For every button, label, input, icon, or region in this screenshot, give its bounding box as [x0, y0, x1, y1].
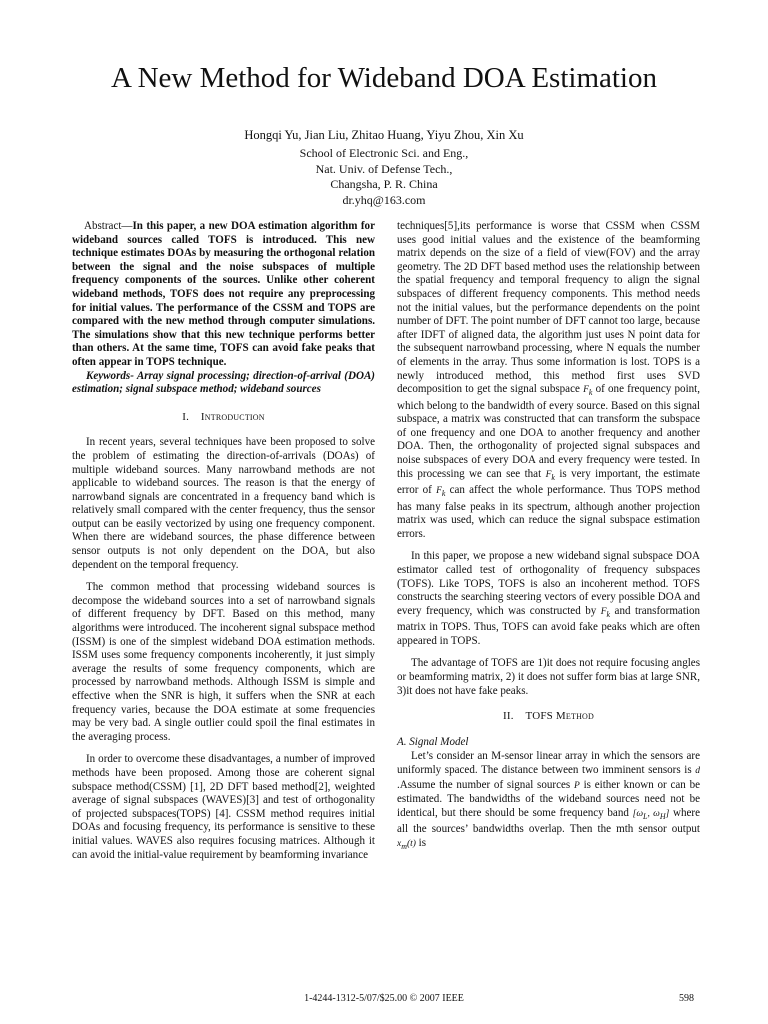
abstract-text: In this paper, a new DOA estimation algorithm for wideband sources called TOFS is introduced. This new technique estimates DOAs by measuring the orthogonal relation between the signal and the noise subspaces of multiple frequency components of the sources. Unlike other coherent wideband methods, TOFS does not require any preprocessing for initial values. The performance of the CSSM and TOPS are compared with the new method through computer simulations. The simulations show that this new technique performs better than others. At the same time, TOFS can avoid fake peaks that often appear in TOPS technique.: [72, 220, 375, 368]
left-column: [72, 220, 375, 871]
section-heading-introduction: [72, 411, 375, 425]
body-paragraph: The advantage of TOFS are 1)it does not require focusing angles or beamforming matrix, 2) it does not suffer form bias at large SNR, 3)it does not have fake peaks.: [397, 657, 700, 697]
subsection-heading: A. Signal Model: [397, 735, 469, 748]
math-symbol-fk: $F_k$: [583, 385, 593, 398]
affiliation-line: Changsha, P. R. China: [330, 177, 438, 191]
body-paragraph: In this paper, we propose a new wideband signal subspace DOA estimator called test of orthogonality of frequency subspaces (TOFS). Like TOPS, TOFS is also an incoherent method. TOFS constructs the searching steering vectors of every possible DOA and every frequency, which was constructed by $F_k$ and transformation matrix in TOPS. Thus, TOFS can avoid fake peaks which are often appeared in TOPS.: [397, 550, 701, 647]
author-email: dr.yhq@163.com: [342, 192, 426, 207]
math-symbol-fk: $F_k$: [436, 486, 446, 498]
affiliation-line: School of Electronic Sci. and Eng.,: [299, 146, 469, 160]
copyright-footer: 1-4244-1312-5/07/$25.00 © 2007 IEEE: [304, 993, 464, 1004]
keywords-paragraph: Keywords- Array signal processing; direction-of-arrival (DOA) estimation; signal subspace method; wideband sources: [72, 369, 375, 396]
right-column: [397, 220, 700, 862]
paper-title: A New Method for Wideband DOA Estimation: [110, 62, 657, 94]
abstract-paragraph: [72, 220, 375, 370]
section-heading-tofs-method: [397, 710, 700, 724]
body-paragraph: The common method that processing wideband sources is decompose the wideband sources into a set of narrowband signals of different frequency by DFT. Based on this method, many algorithms were introduced. The incoherent signal subspace method (ISSM) is one of the simplest wideband DOA estimation methods. ISSM uses some frequency components incoherently, it just simply average the results of some frequency components, which are processed by narrowband methods. Although ISSM is simple and effective when the SNR is high, it suffers when the SNR at each frequency varies, because the DOA estimate at some frequencies may be very bad. A single outlier could spoil the final estimates in the averaging process.: [72, 581, 375, 743]
section-number: II.: [502, 710, 514, 723]
affiliation-line: Nat. Univ. of Defense Tech.,: [315, 161, 453, 176]
body-paragraph: In order to overcome these disadvantages, a number of improved methods have been proposed. Among those are coherent signal subspace method(CSSM) [1], 2D DFT based method[2], weighted average of signal subspaces (WAVES)[3] and test of orthogonality of projected subspaces(TOPS) [4]. CSSM method requires initial DOAs and focusing frequency, its performance is sensitive to these initial values. WAVES also requires focusing matrices. Although it can avoid the initial-value requirement by beamforming invariance: [72, 753, 375, 861]
body-paragraph: techniques[5],its performance is worse that CSSM when CSSM uses good initial values and the existence of the beamforming matrix depends on the size of a field of view(FOV) and the array geometry. The 2D DFT based method uses the relationship between the spatial frequency and temporal frequency to align the signal subspaces of different frequency components. This method needs not the initial values, but the performance dependents on the point number of DFT. The point number of DFT cannot too large, because after IDFT of aligned data, the algorithm just uses N point data for the subsequent narrowband processing, where N equals the number of elements in the array. Thus some information is lost. TOPS is a newly introduced method, this method first uses SVD decomposition to get the signal subspace $F_k$ of one frequency point, which belong to the bandwidth of every source. Based on this signal subspace, a matrix was constructed that can transform the subspace of one frequency and one DOA to another frequency and another DOA. Then, the orthogonality of projected signal subspaces and noise subspaces of every DOA and every frequency were tested. In this processing we can see that $F_k$ is very important, the estimate error of $F_k$ can affect the whole performance. Thus TOPS method has many false peaks in its spectrum, although another projection matrix was used, which can reduce the signal subspace estimation errors.: [397, 220, 700, 540]
math-symbol-fk: $F_k$: [600, 606, 611, 619]
affiliation-block: [0, 146, 768, 208]
body-paragraph: In recent years, several techniques have been proposed to solve the problem of estimating the direction-of-arrivals (DOAs) of multiple wideband sources. Many narrowband methods are not applicable to wideband sources. The reason is that the energy of narrowband signals are concentrated in a frequency band which is relatively small compared with the center frequency, thus the sensor output can be easily vectorized by using one frequency component. When there are wideband sources, the phase difference between sensor outputs is not only dependent on the DOA, but also dependent on the temporal frequency.: [72, 436, 375, 571]
section-title: Introduction: [200, 410, 265, 423]
page-number: 598: [679, 993, 694, 1004]
math-symbol-p: P: [573, 780, 580, 791]
math-symbol-fk: $F_k$: [545, 469, 555, 482]
math-frequency-band: [$\omega_L$, $\omega_H$]: [632, 808, 670, 821]
section-title: TOFS Method: [525, 710, 595, 723]
body-paragraph: Let’s consider an M-sensor linear array in which the sensors are uniformly spaced. The distance between two imminent sensors is d .Assume the number of signal sources P is either known or can be estimated. The bandwidths of the wideband sources need not be identical, but there should be some frequency band [$\omega_L$, $\omega_H$] where all the sources’ bandwidths overlap. Then the mth sensor output $x_m(t)$ is: [397, 750, 701, 851]
section-number: I.: [182, 410, 190, 423]
author-list: Hongqi Yu, Jian Liu, Zhitao Huang, Yiyu Zhou, Xin Xu: [244, 128, 524, 142]
abstract-label: Abstract—: [84, 220, 133, 232]
math-symbol-d: d: [695, 765, 700, 776]
math-symbol-xm: $x_m(t)$: [397, 838, 416, 851]
